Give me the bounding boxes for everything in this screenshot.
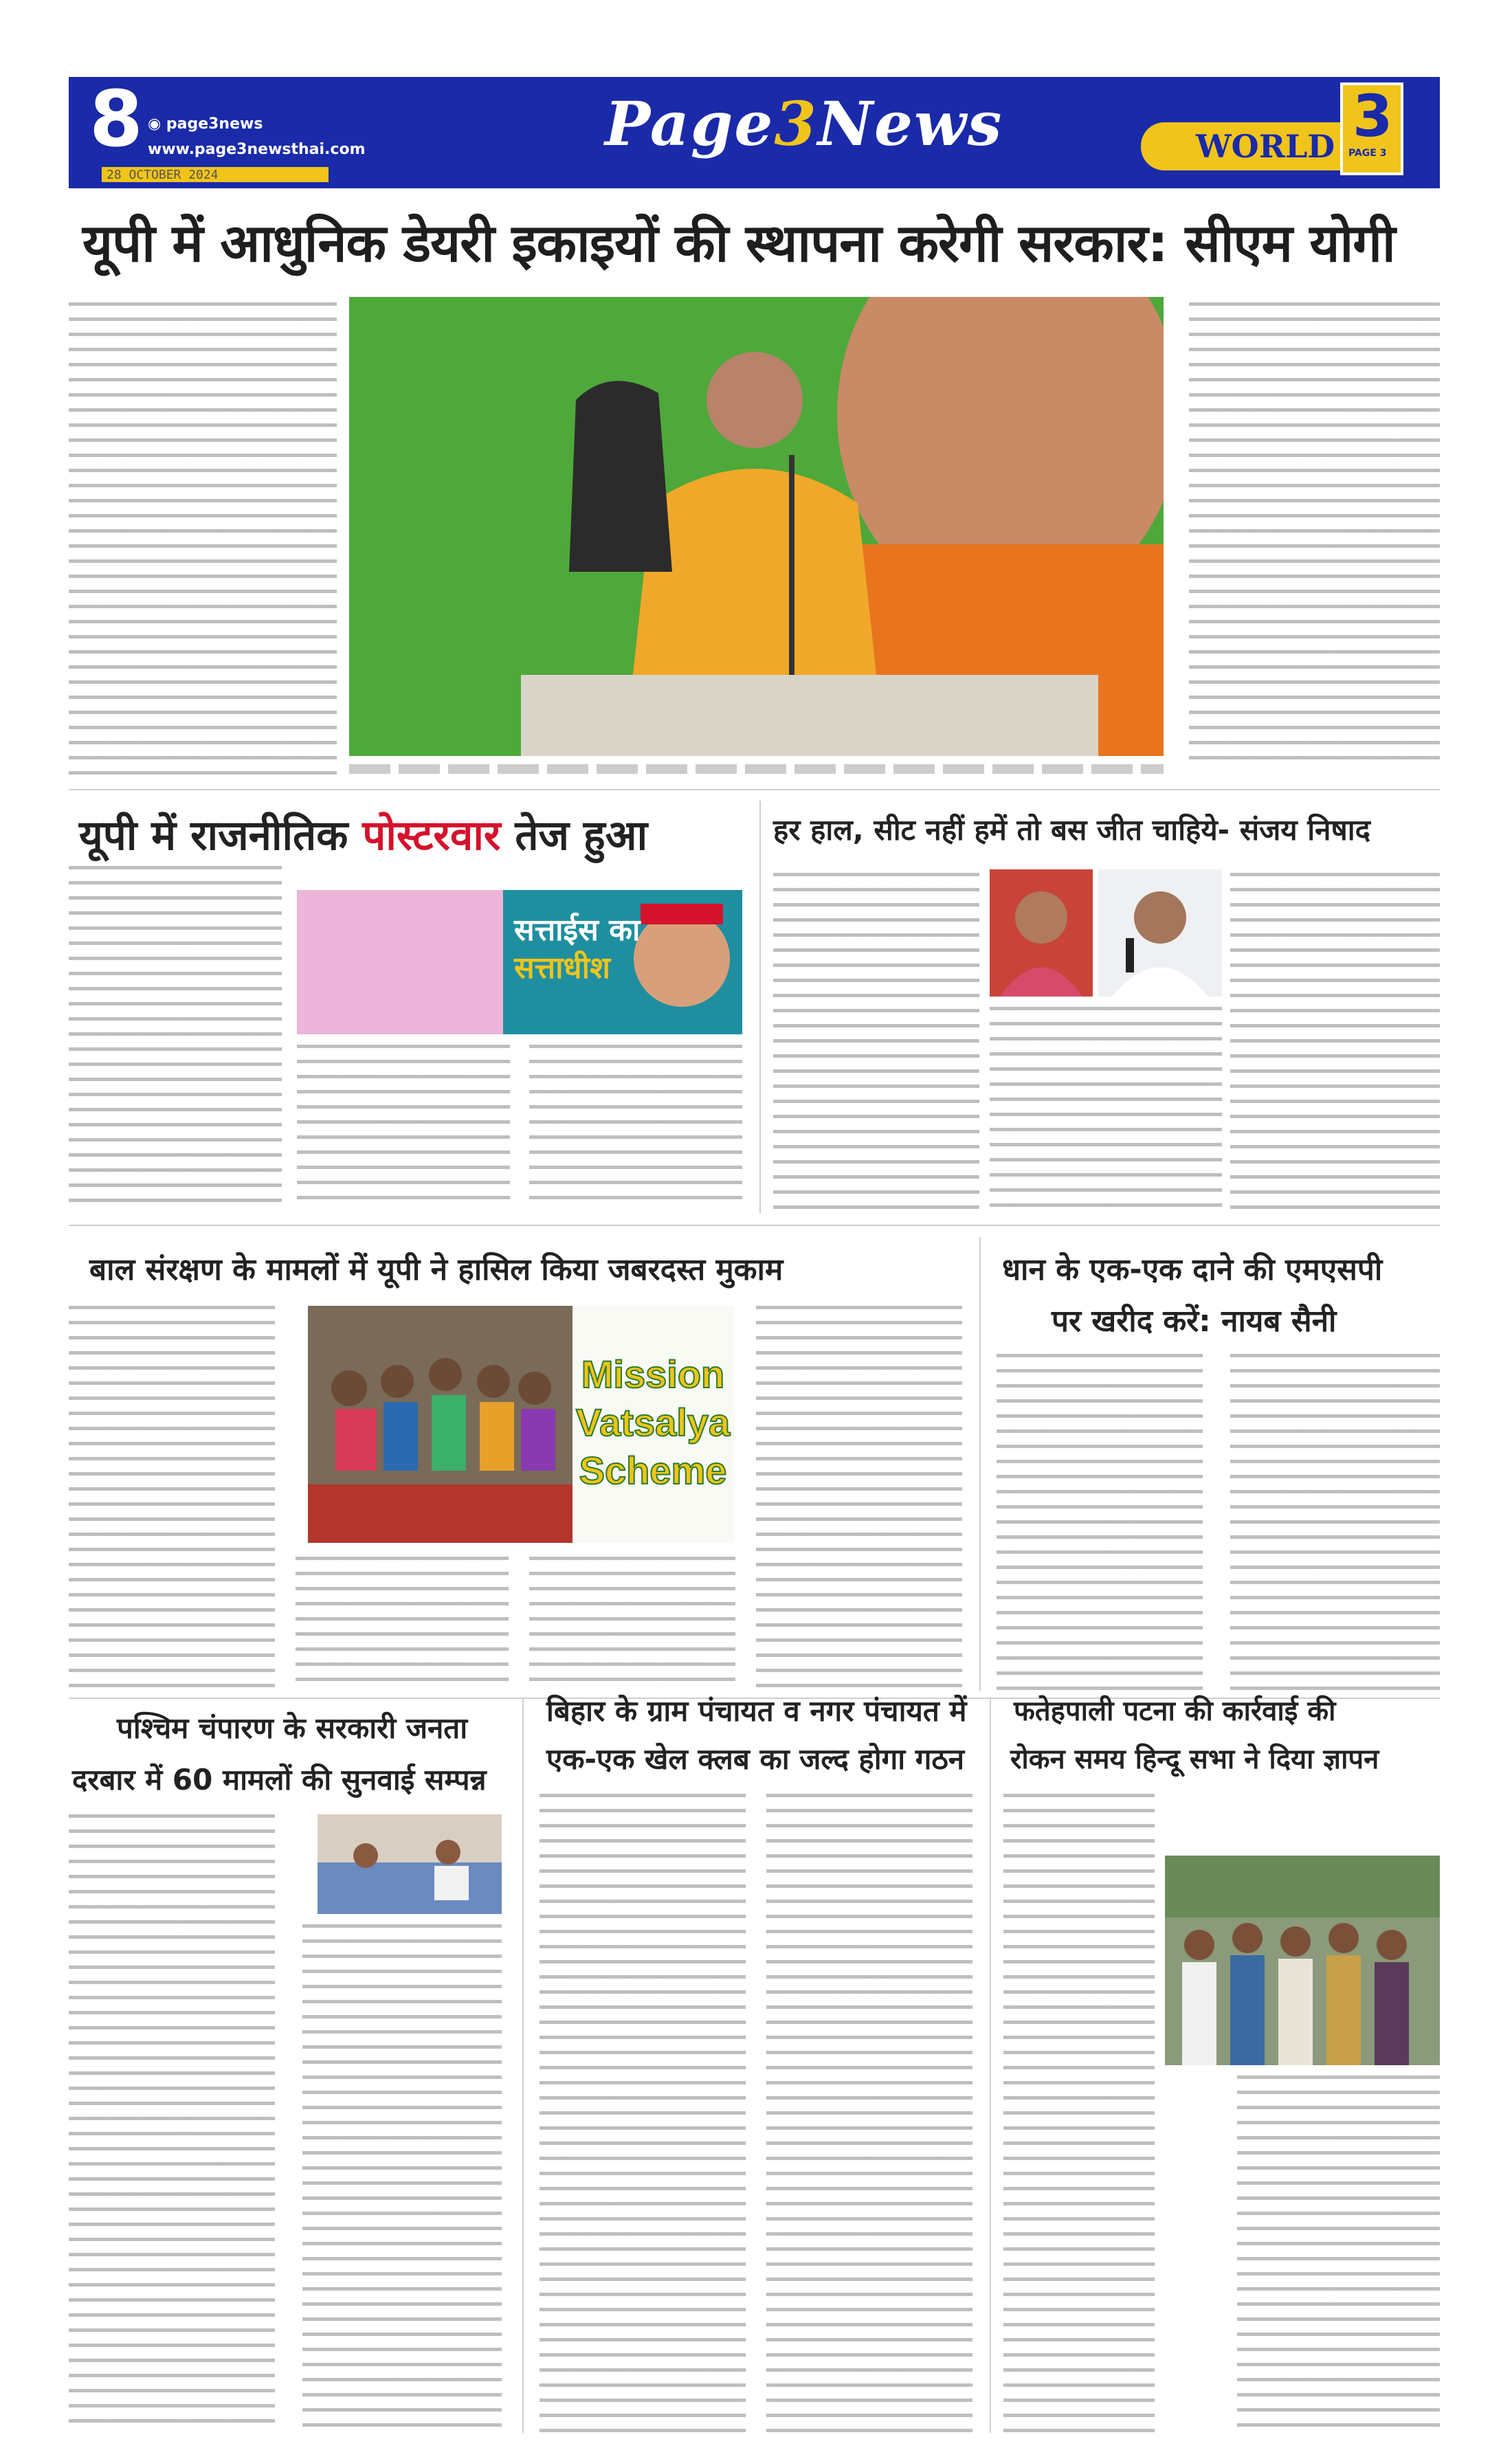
lead-photo (349, 297, 1164, 756)
section-label: WORLD (1196, 128, 1335, 165)
bihar-headline-line-1: बिहार के ग्राम पंचायत व नगर पंचायत में (546, 1694, 967, 1728)
badge-number: 3 (1353, 82, 1393, 150)
page-number: 8 (89, 75, 143, 164)
police-photo (318, 1814, 502, 1914)
child-headline: बाल संरक्षण के मामलों में यूपी ने हासिल किया जबरदस्त मुकाम (89, 1252, 783, 1287)
protest-story-column-2 (1237, 2076, 1440, 2433)
poster-story-column-3 (529, 1045, 742, 1210)
poster-story-column-1 (69, 866, 282, 1210)
logo-suffix: News (817, 88, 1003, 159)
social-handle[interactable] (148, 115, 263, 133)
bihar-story-column-2 (766, 1794, 972, 2433)
logo-prefix: Page (605, 88, 775, 159)
police-story-column-2 (302, 1924, 502, 2433)
police-headline-line-1: पश्चिम चंपारण के सरकारी जनता (117, 1711, 468, 1745)
poster-headline-highlight: पोस्टरवार (362, 812, 501, 860)
poster-image-text-1: सत्ताईस का (514, 913, 641, 948)
paddy-headline-line-2: पर खरीद करें: नायब सैनी (1052, 1304, 1337, 1339)
poster-story-column-2 (297, 1045, 510, 1210)
lead-story-left-column (69, 302, 337, 783)
social-handle-text: page3news (166, 115, 263, 133)
paddy-headline-line-1: धान के एक-एक दाने की एमएसपी (1002, 1252, 1383, 1287)
protest-story-column-1 (1003, 1794, 1155, 2433)
column-divider-4 (990, 1698, 991, 2433)
dateline: 28 OCTOBER 2024 (107, 168, 219, 182)
child-story-column-1 (69, 1306, 275, 1691)
poster-image-text-2: सत्ताधीश (514, 950, 610, 986)
police-story-column-1 (69, 1814, 275, 2433)
poster-headline (79, 805, 647, 862)
seat-photo-left (990, 869, 1093, 997)
seat-photo-right-illustration (1098, 869, 1222, 997)
mission-text-line-3: Scheme (579, 1449, 727, 1492)
seat-headline: हर हाल, सीट नहीं हमें तो बस जीत चाहिये- संजय निषाद (773, 813, 1370, 847)
child-story-column-2 (296, 1557, 509, 1691)
bihar-headline-line-2: एक-एक खेल क्लब का जल्द होगा गठन (546, 1742, 965, 1776)
protest-headline-line-1: फतेहपाली पटना की कार्रवाई की (1014, 1695, 1336, 1727)
seat-story-column-3 (990, 1007, 1222, 1216)
seat-story-column-1 (773, 873, 979, 1216)
police-headline-line-2: दरबार में 60 मामलों की सुनवाई सम्पन्न (72, 1763, 487, 1796)
seat-photo-left-illustration (990, 869, 1093, 997)
badge-caption: PAGE 3 (1348, 148, 1387, 159)
site-url-link[interactable]: www.page3newsthai.com (148, 141, 366, 158)
seat-photo-right (1098, 869, 1222, 997)
column-divider-3 (522, 1698, 524, 2433)
newspaper-logo[interactable] (605, 88, 1003, 159)
lead-story-right-column (1189, 302, 1440, 763)
lead-headline: यूपी में आधुनिक डेयरी इकाइयों की स्थापना करेगी सरकार: सीएम योगी (82, 212, 1395, 274)
protest-photo (1165, 1856, 1440, 2065)
protest-headline-line-2: रोकन समय हिन्दू सभा ने दिया ज्ञापन (1010, 1744, 1379, 1775)
paddy-story-column-2 (1230, 1354, 1440, 1691)
column-divider (759, 801, 761, 1213)
column-divider-2 (979, 1237, 981, 1691)
section-divider-2 (69, 1225, 1440, 1226)
child-story-column-4 (756, 1306, 962, 1691)
seat-story-column-2 (1230, 873, 1440, 1216)
bihar-story-column-1 (540, 1794, 746, 2433)
poster-headline-suffix: तेज हुआ (515, 812, 648, 860)
logo-number: 3 (774, 88, 818, 159)
mission-text-line-1: Mission (581, 1353, 725, 1396)
poster-headline-prefix: यूपी में राजनीतिक (79, 812, 348, 860)
lead-photo-caption (349, 764, 1164, 774)
protest-photo-illustration (1165, 1856, 1440, 2065)
mission-text-line-2: Vatsalya (575, 1401, 731, 1444)
police-photo-illustration (318, 1814, 502, 1914)
paddy-story-column-1 (997, 1354, 1203, 1691)
section-divider (69, 789, 1440, 790)
facebook-icon: ◉ (148, 115, 166, 133)
lead-photo-illustration (349, 297, 1164, 756)
child-story-column-3 (529, 1557, 735, 1691)
